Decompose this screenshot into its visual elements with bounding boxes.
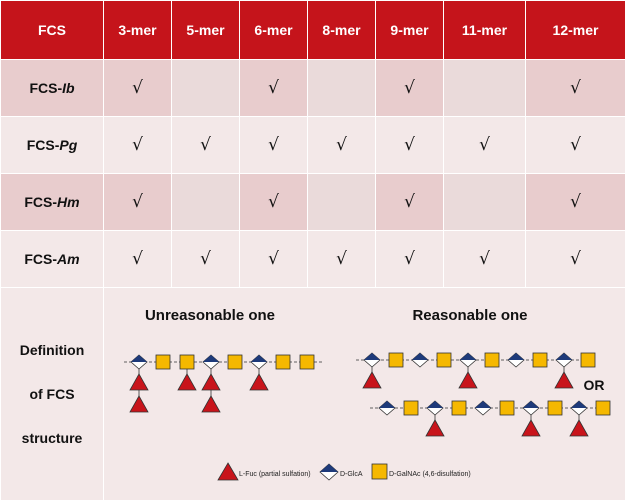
galnac-square-icon (500, 401, 514, 415)
table-row-pg (1, 117, 625, 174)
galnac-square-icon (485, 353, 499, 367)
glycan-structure-diagram (104, 288, 624, 500)
unreasonable-heading: Unreasonable one (145, 307, 275, 324)
check-mark-cell: √ (240, 174, 308, 231)
legend-glca-diamond-top-icon (320, 464, 338, 472)
check-mark-cell: √ (240, 60, 308, 117)
reasonable-heading: Reasonable one (412, 307, 527, 324)
glca-diamond-top-icon (508, 353, 524, 360)
definition-label-line: of FCS (1, 372, 103, 416)
check-mark-cell: √ (526, 174, 625, 231)
glca-diamond-top-icon (412, 353, 428, 360)
glca-diamond-top-icon (427, 401, 443, 408)
definition-label-line: structure (1, 416, 103, 460)
check-mark-cell: √ (526, 231, 625, 288)
check-mark-cell: √ (104, 60, 172, 117)
fuc-triangle-icon (130, 396, 148, 412)
legend-galnac-label: D-GalNAc (4,6-disulfation) (389, 471, 471, 478)
glca-diamond-top-icon (571, 401, 587, 408)
header-cell-12-mer: 12-mer (526, 1, 625, 60)
check-mark-cell: √ (376, 231, 444, 288)
fuc-triangle-icon (250, 374, 268, 390)
empty-cell (444, 174, 526, 231)
check-mark-cell: √ (308, 117, 376, 174)
header-cell-3-mer: 3-mer (104, 1, 172, 60)
fuc-triangle-icon (570, 420, 588, 436)
galnac-square-icon (437, 353, 451, 367)
fuc-triangle-icon (178, 374, 196, 390)
check-mark-cell: √ (172, 231, 240, 288)
structure-figure (104, 288, 625, 501)
glca-diamond-top-icon (556, 353, 572, 360)
fuc-triangle-icon (202, 396, 220, 412)
galnac-square-icon (452, 401, 466, 415)
legend-fuc-triangle-icon (218, 463, 238, 480)
galnac-square-icon (404, 401, 418, 415)
check-mark-cell: √ (104, 117, 172, 174)
glca-diamond-top-icon (364, 353, 380, 360)
definition-row (1, 288, 625, 501)
definition-label (1, 288, 104, 501)
galnac-square-icon (228, 355, 242, 369)
check-mark-cell: √ (104, 231, 172, 288)
check-mark-cell: √ (376, 174, 444, 231)
glca-diamond-top-icon (251, 355, 267, 362)
galnac-square-icon (596, 401, 610, 415)
glca-diamond-top-icon (203, 355, 219, 362)
or-label: OR (584, 377, 605, 393)
check-mark-cell: √ (526, 60, 625, 117)
header-row (1, 1, 625, 60)
galnac-square-icon (276, 355, 290, 369)
header-cell-11-mer: 11-mer (444, 1, 526, 60)
glca-diamond-top-icon (523, 401, 539, 408)
fuc-triangle-icon (459, 372, 477, 388)
header-cell-6-mer: 6-mer (240, 1, 308, 60)
check-mark-cell: √ (376, 117, 444, 174)
galnac-square-icon (548, 401, 562, 415)
glca-diamond-top-icon (460, 353, 476, 360)
check-mark-cell: √ (526, 117, 625, 174)
header-cell-9-mer: 9-mer (376, 1, 444, 60)
galnac-square-icon (156, 355, 170, 369)
check-mark-cell: √ (444, 117, 526, 174)
row-label-hm: FCS-Hm (1, 174, 104, 231)
fuc-triangle-icon (522, 420, 540, 436)
table-row-hm (1, 174, 625, 231)
row-label-ib: FCS-Ib (1, 60, 104, 117)
glca-diamond-top-icon (475, 401, 491, 408)
legend-galnac-square-icon (372, 464, 387, 479)
row-label-pg: FCS-Pg (1, 117, 104, 174)
galnac-square-icon (300, 355, 314, 369)
fuc-triangle-icon (555, 372, 573, 388)
legend-glca-label: D-GlcA (340, 471, 363, 478)
row-label-am: FCS-Am (1, 231, 104, 288)
fuc-triangle-icon (363, 372, 381, 388)
glycan-chain (124, 355, 322, 412)
galnac-square-icon (581, 353, 595, 367)
table-row-am (1, 231, 625, 288)
glca-diamond-top-icon (379, 401, 395, 408)
empty-cell (308, 60, 376, 117)
check-mark-cell: √ (308, 231, 376, 288)
fuc-triangle-icon (130, 374, 148, 390)
check-mark-cell: √ (376, 60, 444, 117)
glycan-chain (370, 401, 610, 436)
glycan-chain (356, 353, 595, 388)
check-mark-cell: √ (240, 231, 308, 288)
empty-cell (444, 60, 526, 117)
empty-cell (308, 174, 376, 231)
empty-cell (172, 174, 240, 231)
glca-diamond-top-icon (131, 355, 147, 362)
empty-cell (172, 60, 240, 117)
check-mark-cell: √ (240, 117, 308, 174)
legend-fuc-label: L-Fuc (partial sulfation) (239, 471, 311, 478)
check-mark-cell: √ (444, 231, 526, 288)
definition-label-line: Definition (1, 328, 103, 372)
galnac-square-icon (533, 353, 547, 367)
check-mark-cell: √ (104, 174, 172, 231)
check-mark-cell: √ (172, 117, 240, 174)
header-cell-5-mer: 5-mer (172, 1, 240, 60)
galnac-square-icon (180, 355, 194, 369)
fuc-triangle-icon (202, 374, 220, 390)
galnac-square-icon (389, 353, 403, 367)
fuc-triangle-icon (426, 420, 444, 436)
header-cell-fcs: FCS (1, 1, 104, 60)
header-cell-8-mer: 8-mer (308, 1, 376, 60)
table-row-ib (1, 60, 625, 117)
